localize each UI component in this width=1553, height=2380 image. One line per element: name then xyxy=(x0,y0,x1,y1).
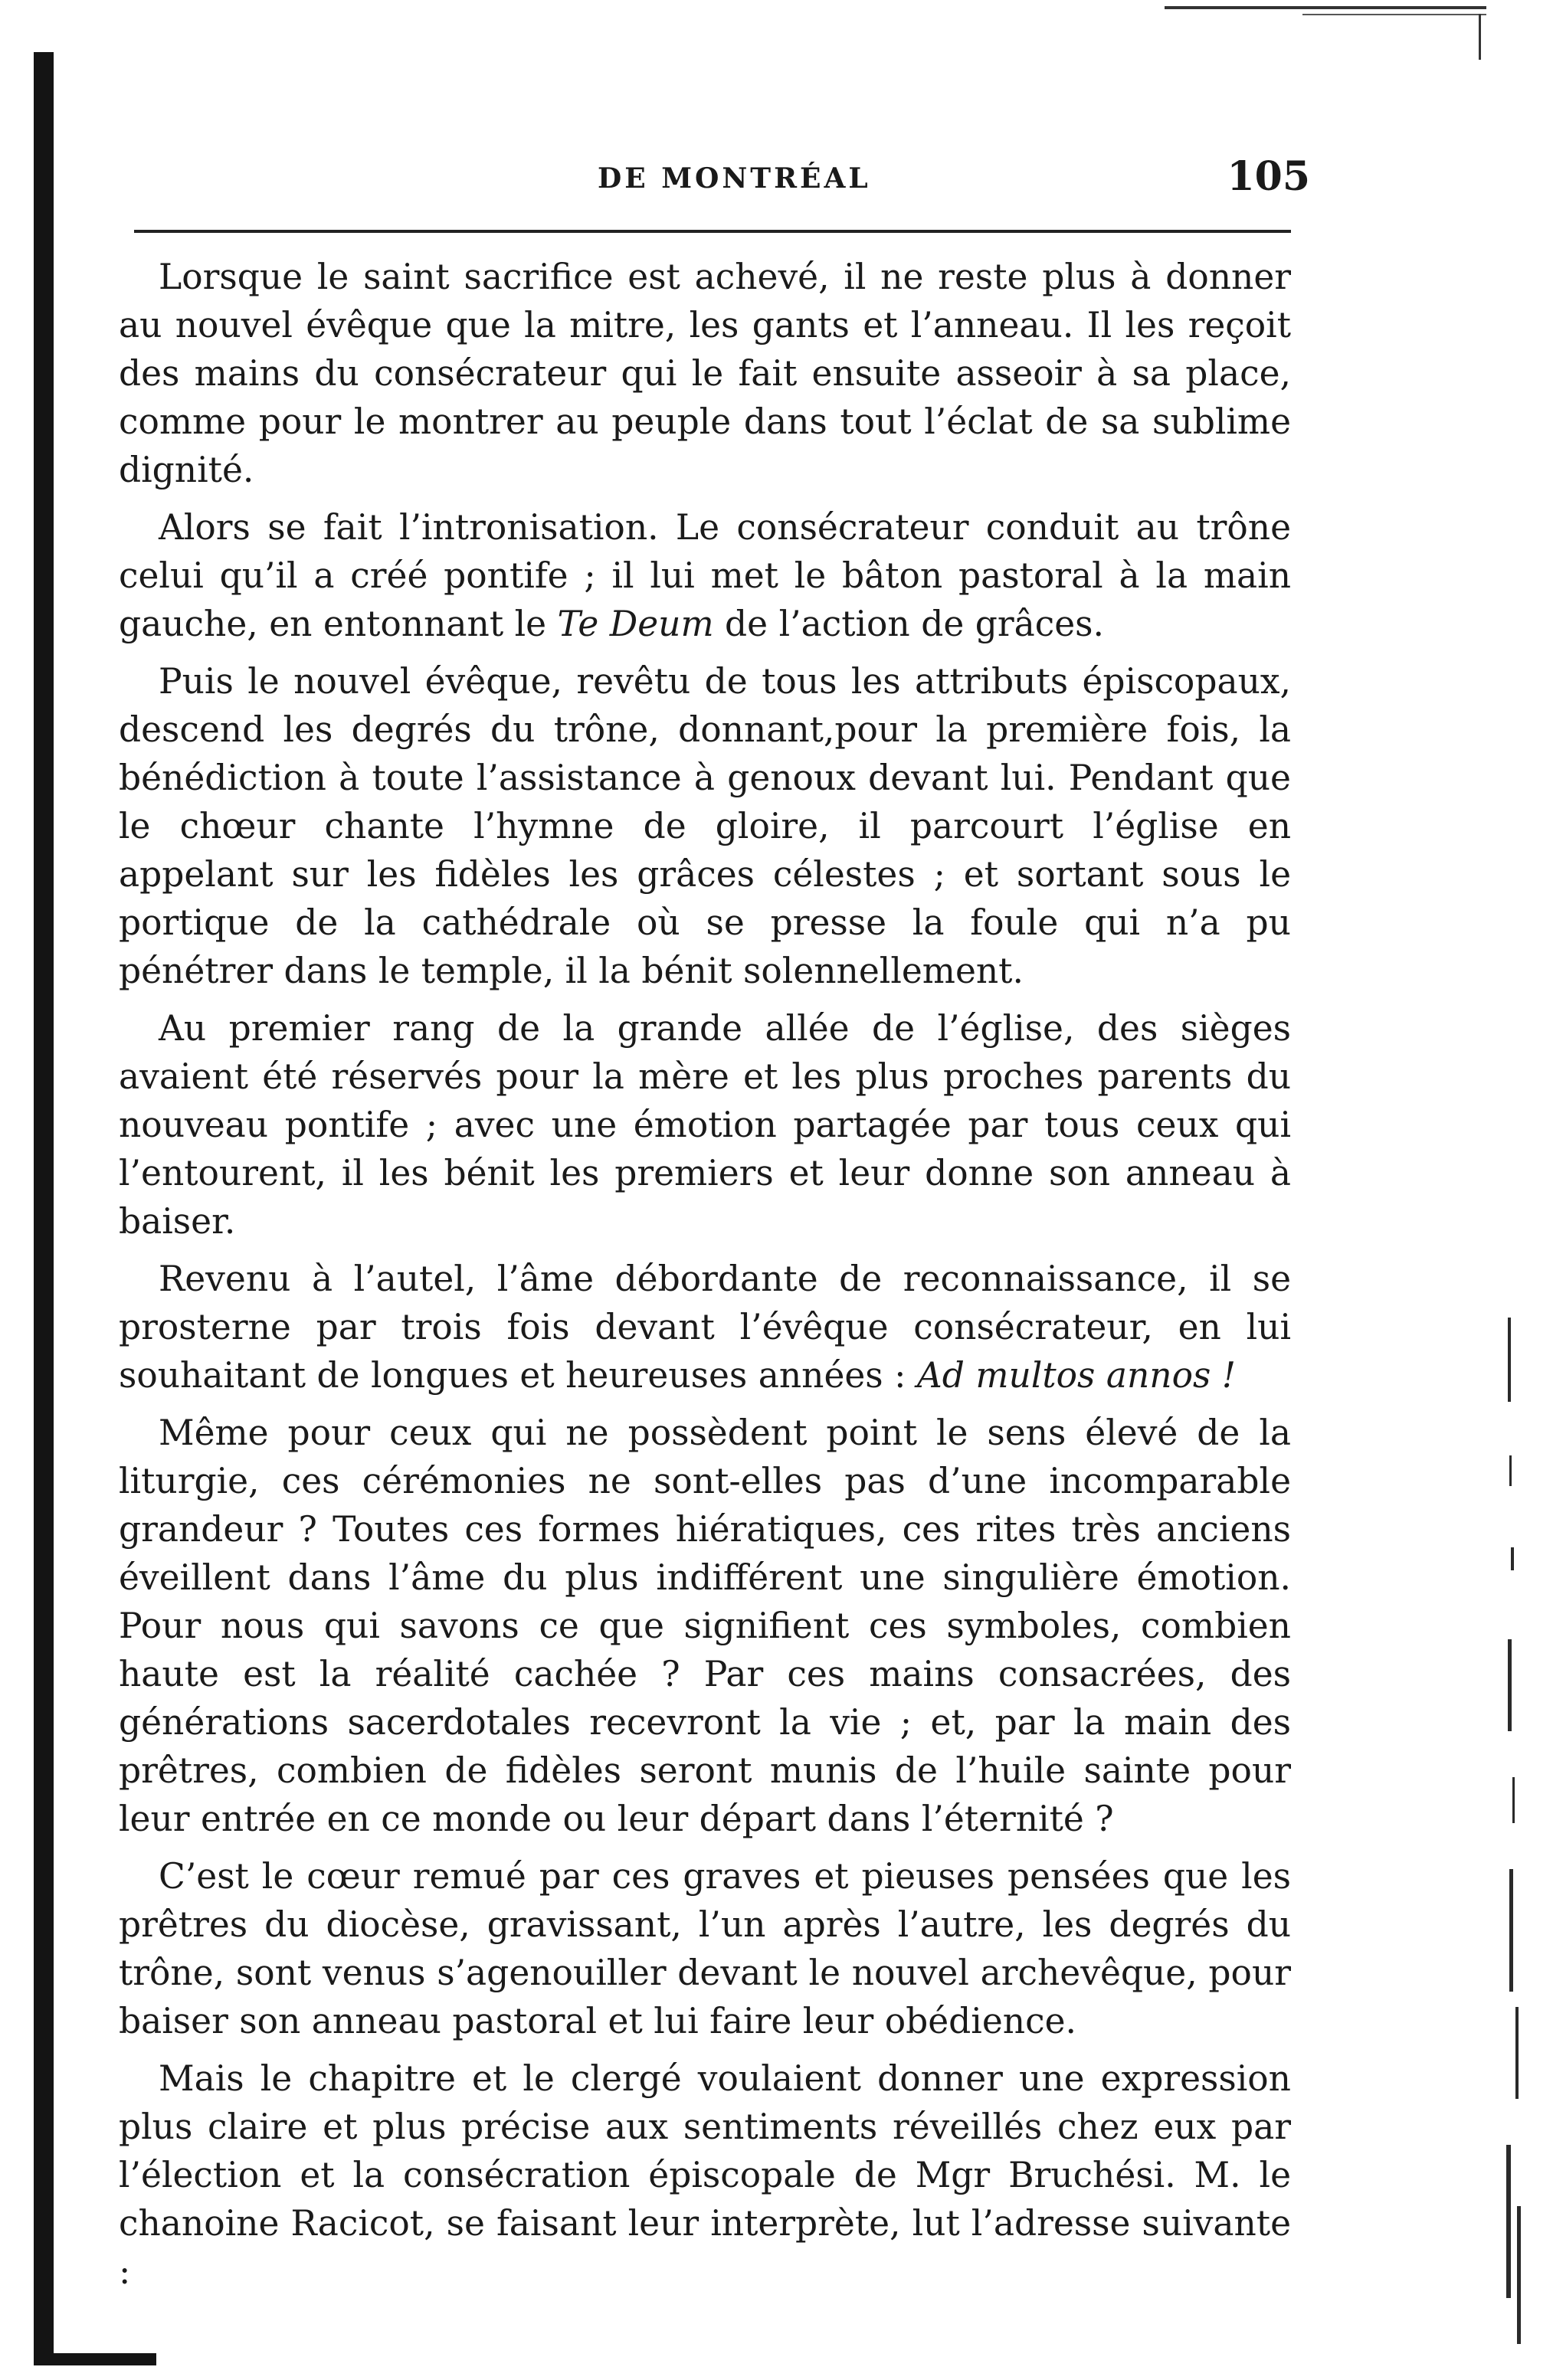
body-text xyxy=(119,253,1291,2305)
paragraph xyxy=(119,1004,1291,1246)
italic-text: Ad multos annos ! xyxy=(916,1355,1237,1396)
text-segment: Revenu à l’autel, l’âme débordante de reconnaissance, il se prosterne par trois fois devant l’évêque consécrateur, en lui souhaitant de longues et heureuses années : xyxy=(119,1259,1291,1396)
paragraph xyxy=(119,657,1291,995)
paragraph xyxy=(119,1255,1291,1400)
paragraph xyxy=(119,253,1291,494)
paragraph xyxy=(119,2054,1291,2296)
paragraph xyxy=(119,1852,1291,2045)
scan-edge-line-2 xyxy=(1302,14,1486,15)
header-rule xyxy=(134,230,1291,233)
paragraph xyxy=(119,1409,1291,1843)
scan-binding-shadow-foot xyxy=(34,2353,156,2365)
italic-text: Te Deum xyxy=(557,604,714,644)
text-segment: Alors se fait l’intronisation. Le consécrateur conduit au trône celui qu’il a créé pontife ; il lui met le bâton pastoral à la main gauche, en entonnant le xyxy=(119,507,1291,644)
text-segment: Puis le nouvel évêque, revêtu de tous les attributs épiscopaux, descend les degrés du trône, donnant,pour la première fois, la bénédiction à toute l’assistance à genoux devant lui. Pendant que le chœur chante l’hymne de gloire, il parcourt l’église en appelant sur les fidèles les grâces célestes ; et sortant sous le portique de la cathédrale où se presse la foule qui n’a pu pénétrer dans le temple, il la bénit solennellement. xyxy=(119,661,1291,991)
page-number: 105 xyxy=(1227,153,1310,200)
text-segment: C’est le cœur remué par ces graves et pieuses pensées que les prêtres du diocèse, gravissant, l’un après l’autre, les degrés du trône, sont venus s’agenouiller devant le nouvel archevêque, pour baiser son anneau pastoral et lui faire leur obédience. xyxy=(119,1856,1291,2041)
text-segment: Même pour ceux qui ne possèdent point le sens élevé de la liturgie, ces cérémonies ne sont-elles pas d’une incomparable grandeur ? Toutes ces formes hiératiques, ces rites très anciens éveillent dans l’âme du plus indifférent une singulière émotion. Pour nous qui savons ce que signifient ces symboles, combien haute est la réalité cachée ? Par ces mains consacrées, des générations sacerdotales recevront la vie ; et, par la main des prêtres, combien de fidèles seront munis de l’huile sainte pour leur entrée en ce monde ou leur départ dans l’éternité ? xyxy=(119,1413,1291,1839)
running-head: DE MONTRÉAL xyxy=(598,162,871,195)
page-header xyxy=(115,153,1318,207)
scan-edge-specks xyxy=(1500,1318,1531,2359)
text-segment: Lorsque le saint sacrifice est achevé, il ne reste plus à donner au nouvel évêque que la mitre, les gants et l’anneau. Il les reçoit des mains du consécrateur qui le fait ensuite asseoir à sa place, comme pour le montrer au peuple dans tout l’éclat de sa sublime dignité. xyxy=(119,257,1291,490)
scan-edge-tick xyxy=(1479,14,1481,60)
text-segment: Au premier rang de la grande allée de l’église, des sièges avaient été réservés pour la mère et les plus proches parents du nouveau pontife ; avec une émotion partagée par tous ceux qui l’entourent, il les bénit les premiers et leur donne son anneau à baiser. xyxy=(119,1008,1291,1242)
text-segment: de l’action de grâces. xyxy=(713,604,1104,644)
text-segment: Mais le chapitre et le clergé voulaient donner une expression plus claire et plus précise aux sentiments réveillés chez eux par l’élection et la consécration épiscopale de Mgr Bruchési. M. le chanoine Racicot, se faisant leur interprète, lut l’adresse suivante : xyxy=(119,2058,1291,2292)
paragraph xyxy=(119,503,1291,648)
scan-binding-shadow xyxy=(34,52,54,2365)
scan-edge-line xyxy=(1165,6,1486,9)
